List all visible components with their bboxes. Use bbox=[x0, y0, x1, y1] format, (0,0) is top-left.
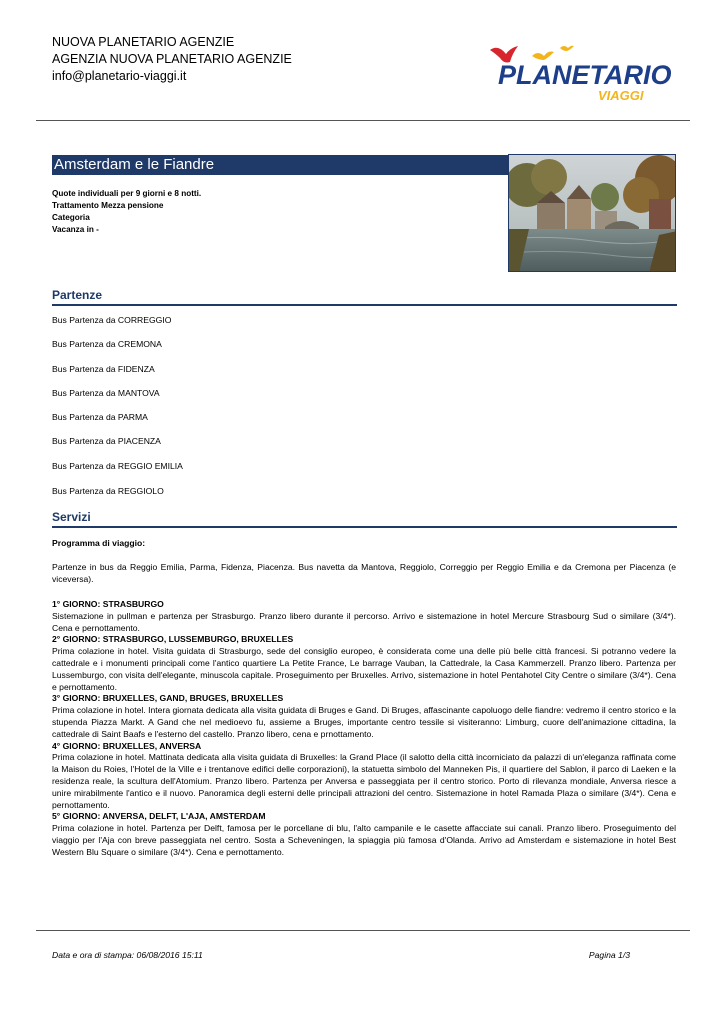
agency-name: NUOVA PLANETARIO AGENZIE bbox=[52, 35, 235, 49]
program-days bbox=[52, 599, 676, 859]
departure-item: Bus Partenza da REGGIO EMILIA bbox=[52, 461, 183, 471]
page-number: Pagina 1/3 bbox=[588, 950, 630, 960]
day-4-heading: 4° GIORNO: BRUXELLES, ANVERSA bbox=[52, 740, 202, 751]
day-5-heading: 5° GIORNO: ANVERSA, DELFT, L'AJA, AMSTERDAM bbox=[52, 811, 266, 822]
header-divider bbox=[36, 120, 690, 121]
program-label: Programma di viaggio: bbox=[52, 538, 146, 548]
print-timestamp: Data e ora di stampa: 06/08/2016 15:11 bbox=[52, 950, 203, 960]
departure-item: Bus Partenza da PIACENZA bbox=[52, 436, 161, 446]
trip-quote: Quote individuali per 9 giorni e 8 notti. bbox=[52, 189, 202, 198]
trip-treatment: Trattamento Mezza pensione bbox=[52, 201, 164, 210]
program-intro: Partenze in bus da Reggio Emilia, Parma, Fidenza, Piacenza. Bus navetta da Mantova, Reggiolo, Correggio per Reggio Emilia e da Cremona per Piacenza (e viceversa). bbox=[52, 562, 676, 584]
agency-info bbox=[52, 34, 292, 85]
day-1-text: Sistemazione in pullman e partenza per Strasburgo. Pranzo libero durante il percorso. Arrivo e sistemazione in hotel Mercure Strasbourg Sud o similare (3/4*). Cena e pernottamento. bbox=[52, 610, 676, 633]
departure-item: Bus Partenza da PARMA bbox=[52, 412, 148, 422]
small-bird-icon bbox=[560, 46, 574, 51]
day-2-heading: 2° GIORNO: STRASBURGO, LUSSEMBURGO, BRUXELLES bbox=[52, 634, 294, 645]
departure-item: Bus Partenza da REGGIOLO bbox=[52, 486, 164, 496]
planetario-logo bbox=[488, 40, 678, 104]
departure-item: Bus Partenza da CREMONA bbox=[52, 339, 162, 349]
yellow-bird-icon bbox=[532, 52, 554, 61]
trip-title: Amsterdam e le Fiandre bbox=[52, 155, 508, 175]
trip-holiday: Vacanza in - bbox=[52, 225, 99, 234]
day-1-heading: 1° GIORNO: STRASBURGO bbox=[52, 599, 164, 609]
planetario-logo-graphic bbox=[488, 40, 678, 104]
trip-category: Categoria bbox=[52, 213, 90, 222]
section-services-title: Servizi bbox=[52, 510, 677, 528]
departure-item: Bus Partenza da FIDENZA bbox=[52, 364, 155, 374]
day-2-text: Prima colazione in hotel. Visita guidata di Strasburgo, sede del consiglio europeo, è considerata come una delle più belle città francesi. Si potranno vedere la cattedrale e i monumenti principali come l'antico quartiere La Petite France, Le barrage Vauban, la Cattedrale, la Casa Kammerzell. Pranzo libero. Partenza per Lussemburgo, con visita dell'elegante, minuscola capitale. Proseguimento per Bruxelles. Arrivo, sistemazione in hotel Pentahotel City Centre o similare (3/4*). Cena e pernottamento. bbox=[52, 646, 676, 692]
trip-photo bbox=[508, 154, 676, 272]
section-departures-title: Partenze bbox=[52, 288, 677, 306]
agency-full-name: AGENZIA NUOVA PLANETARIO AGENZIE bbox=[52, 52, 292, 66]
trip-details bbox=[52, 188, 201, 236]
footer-divider bbox=[36, 930, 690, 931]
day-3-text: Prima colazione in hotel. Intera giornata dedicata alla visita guidata di Bruges e Gand. Di Bruges, affascinante capoluogo delle fiandre: vedremo il centro storico e la stupenda Piazza Markt. A Gand che nel medioevo fu, assieme a Bruges, importante centro tessile si visiteranno: Limburg, cuore dell'animazione cittadina, la cattedrale di Saint Baafs e l'esterno del castello. Pranzo libero, cena e prnottamento. bbox=[52, 705, 676, 739]
day-4-text: Prima colazione in hotel. Mattinata dedicata alla visita guidata di Bruxelles: la Grand Place (il salotto della città incorniciato da palazzi di un'eleganza raffinata come la Maison du Roies, l'Hotel de la Ville e i trentanove edifici delle corporazioni), la statuetta simbolo del Manneken Pis, il quartiere del Sablon, il parco di Laeken e la residenza reale, la scultura dell'Atomium. Pranzo libero. Partenza per Anversa e passeggiata per il centro storico. Porto di rilevanza mondiale, Anversa riesce a unire mirabilmente l'antico e il nuovo. Panoramica degli esterni delle principali attrazioni del centro. Sistemazione in hotel Ramada Plaza o similare (3/4*). Cena e pernottamento. bbox=[52, 752, 676, 810]
logo-sub-text: VIAGGI bbox=[598, 88, 644, 103]
departure-item: Bus Partenza da MANTOVA bbox=[52, 388, 160, 398]
logo-brand-text: PLANETARIO bbox=[498, 60, 672, 90]
day-5-text: Prima colazione in hotel. Partenza per Delft, famosa per le porcellane di blu, l'alto campanile e le casette affacciate sui canali. Pranzo libero. Proseguimento del viaggio per l'Aja con breve passeggiata nel centro. Sosta a Scheveningen, la spiaggia più famosa d'Olanda. Arrivo ad Amsterdam e sistemazione in hotel Best Western Blu Square o similare (3/4*). Cena e pernottamento. bbox=[52, 823, 676, 857]
day-3-heading: 3° GIORNO: BRUXELLES, GAND, BRUGES, BRUXELLES bbox=[52, 693, 284, 704]
agency-email[interactable]: info@planetario-viaggi.it bbox=[52, 69, 187, 83]
departure-item: Bus Partenza da CORREGGIO bbox=[52, 315, 172, 325]
canal-photo-graphic bbox=[509, 155, 676, 272]
